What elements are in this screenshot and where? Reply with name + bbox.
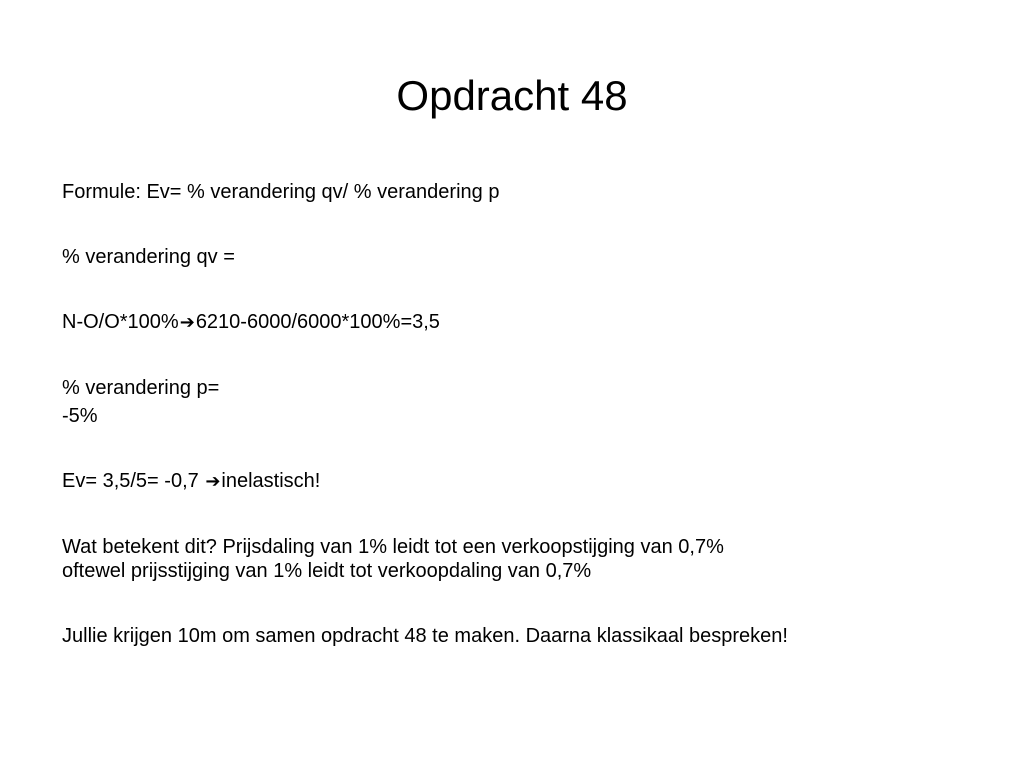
- meaning-line-1: Wat betekent dit? Prijsdaling van 1% leidt tot een verkoopstijging van 0,7%: [62, 536, 724, 558]
- p-heading: % verandering p=: [62, 377, 220, 399]
- formula-line: Formule: Ev= % verandering qv/ % verandering p: [62, 181, 500, 203]
- task-instruction: Jullie krijgen 10m om samen opdracht 48 te maken. Daarna klassikaal bespreken!: [62, 625, 788, 647]
- ev-result: [62, 469, 962, 494]
- qv-heading: % verandering qv =: [62, 246, 235, 268]
- ev-conclusion-text: inelastisch!: [221, 470, 321, 492]
- right-arrow-icon: ➔: [205, 471, 221, 492]
- p-value: -5%: [62, 405, 98, 427]
- right-arrow-icon: ➔: [179, 312, 195, 333]
- qv-formula-text: N-O/O*100%: [62, 311, 179, 333]
- slide-title: Opdracht 48: [396, 72, 628, 119]
- meaning-paragraph: [62, 535, 962, 583]
- qv-calculation: [62, 310, 962, 335]
- qv-result-text: 6210-6000/6000*100%=3,5: [195, 311, 440, 333]
- slide-body: [62, 180, 962, 689]
- meaning-line-2: oftewel prijsstijging van 1% leidt tot verkoopdaling van 0,7%: [62, 560, 592, 582]
- ev-calc-text: Ev= 3,5/5= -0,7: [62, 470, 205, 492]
